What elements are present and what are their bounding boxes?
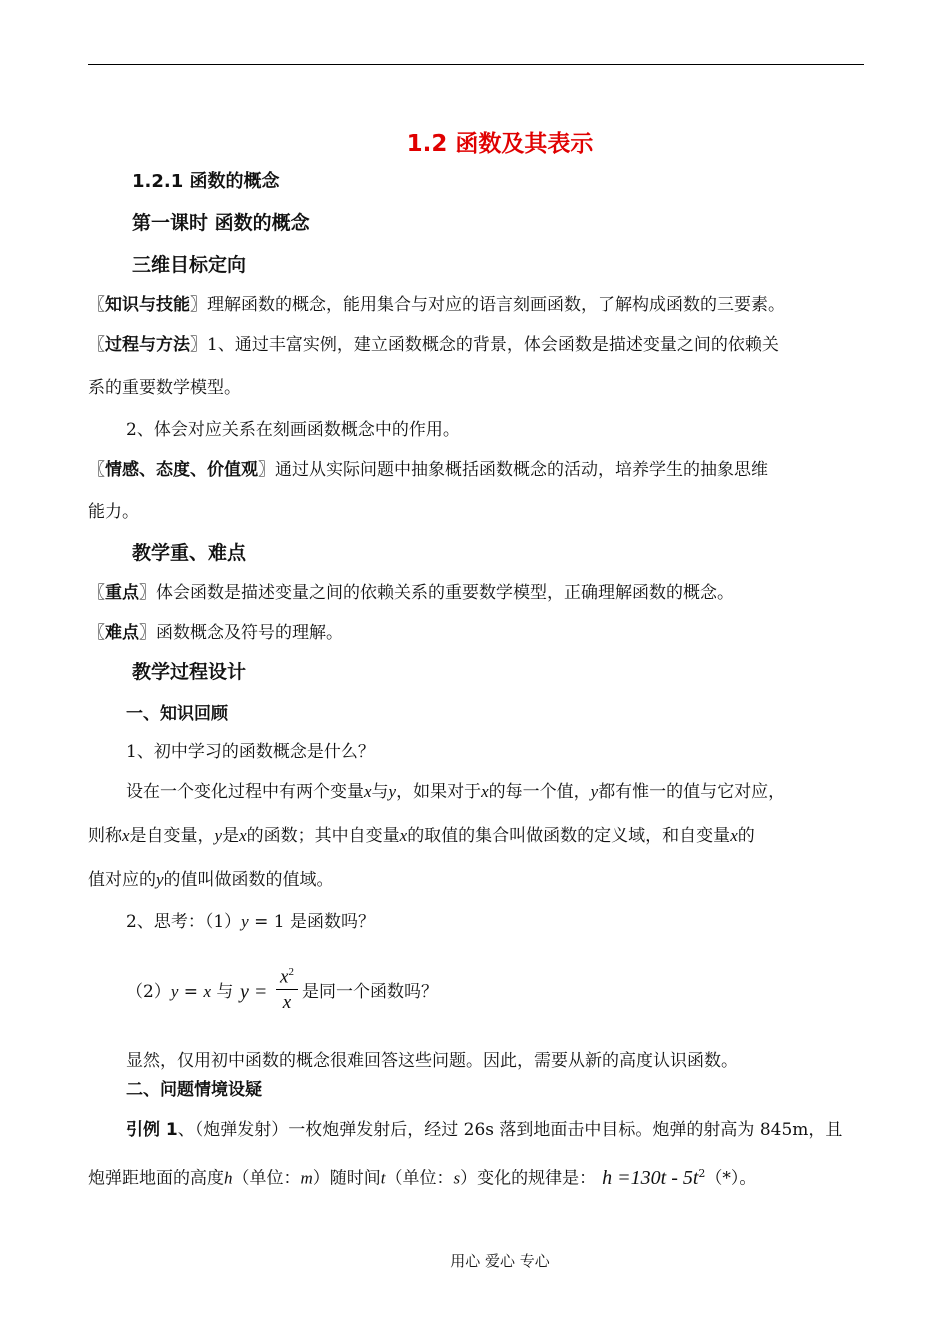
goal-process: 〖过程与方法〗1、通过丰富实例，建立函数概念的背景，体会函数是描述变量之间的依赖关 — [88, 335, 779, 355]
example-1-line-2: 炮弹距地面的高度h（单位：m）随时间t（单位：s）变化的规律是： $h =130t - 5t^2(*)$。 — [88, 1166, 757, 1189]
key-point: 〖重点〗体会函数是描述变量之间的依赖关系的重要数学模型，正确理解函数的概念。 — [88, 583, 734, 603]
goal-process-cont: 系的重要数学模型。 — [88, 378, 241, 398]
header-rule — [88, 64, 864, 65]
goal-emotion: 〖情感、态度、价值观〗通过从实际问题中抽象概括函数概念的活动，培养学生的抽象思维 — [88, 460, 768, 480]
part2-heading: 二、问题情境设疑 — [126, 1080, 262, 1100]
key-tag: 重点 — [105, 583, 139, 603]
goal-text: 1、通过丰富实例，建立函数概念的背景，体会函数是描述变量之间的依赖关 — [207, 335, 779, 355]
part1-heading: 一、知识回顾 — [126, 704, 228, 724]
question-2: 2、思考：（1）y = 1 是函数吗？ — [126, 912, 375, 932]
question-1: 1、初中学习的函数概念是什么？ — [126, 742, 375, 762]
difficult-point: 〖难点〗函数概念及符号的理解。 — [88, 623, 343, 643]
definition-line-3: 值对应的y的值叫做函数的值域。 — [88, 870, 334, 890]
goal-text: 理解函数的概念，能用集合与对应的语言刻画函数，了解构成函数的三要素。 — [207, 295, 785, 315]
goal-knowledge: 〖知识与技能〗理解函数的概念，能用集合与对应的语言刻画函数，了解构成函数的三要素。 — [88, 295, 785, 315]
goal-tag: 过程与方法 — [105, 335, 190, 355]
question-2b: （2）y = x 与 — [126, 982, 234, 1002]
section-heading: 1.2.1 函数的概念 — [132, 171, 280, 192]
conclusion: 显然，仅用初中函数的概念很难回答这些问题。因此，需要从新的高度认识函数。 — [126, 1051, 738, 1071]
fraction — [276, 962, 298, 1014]
fraction-bar — [276, 989, 298, 990]
fraction-lhs: y = — [240, 981, 268, 1003]
question-2b-rest: 是同一个函数吗？ — [302, 982, 438, 1002]
definition-line-2: 则称x是自变量，y是x的函数；其中自变量x的取值的集合叫做函数的定义域，和自变量x的 — [88, 826, 755, 846]
diff-text: 函数概念及符号的理解。 — [156, 623, 343, 643]
fraction-numerator: $x^2$ — [280, 966, 294, 988]
key-text: 体会函数是描述变量之间的依赖关系的重要数学模型，正确理解函数的概念。 — [156, 583, 734, 603]
definition-line-1: 设在一个变化过程中有两个变量x与y，如果对于x的每一个值，y都有惟一的值与它对应， — [126, 782, 786, 802]
goal-tag: 知识与技能 — [105, 295, 190, 315]
example-tag: 引例 1 — [126, 1120, 178, 1140]
goal-tag: 情感、态度、价值观 — [105, 460, 258, 480]
goal-text: 通过从实际问题中抽象概括函数概念的活动，培养学生的抽象思维 — [275, 460, 768, 480]
focus-heading: 教学重、难点 — [132, 542, 247, 564]
goals-heading: 三维目标定向 — [132, 254, 247, 276]
page-title: 1.2 函数及其表示 — [406, 131, 594, 157]
fraction-denominator: x — [282, 992, 292, 1014]
lesson-heading: 第一课时 函数的概念 — [132, 212, 310, 234]
page-footer: 用心 爱心 专心 — [450, 1252, 550, 1270]
design-heading: 教学过程设计 — [132, 661, 247, 683]
diff-tag: 难点 — [105, 623, 139, 643]
example-1-line-1: 引例 1、（炮弹发射）一枚炮弹发射后，经过 26s 落到地面击中目标。炮弹的射高为 845m，且 — [126, 1120, 843, 1140]
formula: h =130t - 5t — [602, 1166, 699, 1189]
goal-emotion-cont: 能力。 — [88, 502, 139, 522]
goal-process-item2: 2、体会对应关系在刻画函数概念中的作用。 — [126, 420, 460, 440]
